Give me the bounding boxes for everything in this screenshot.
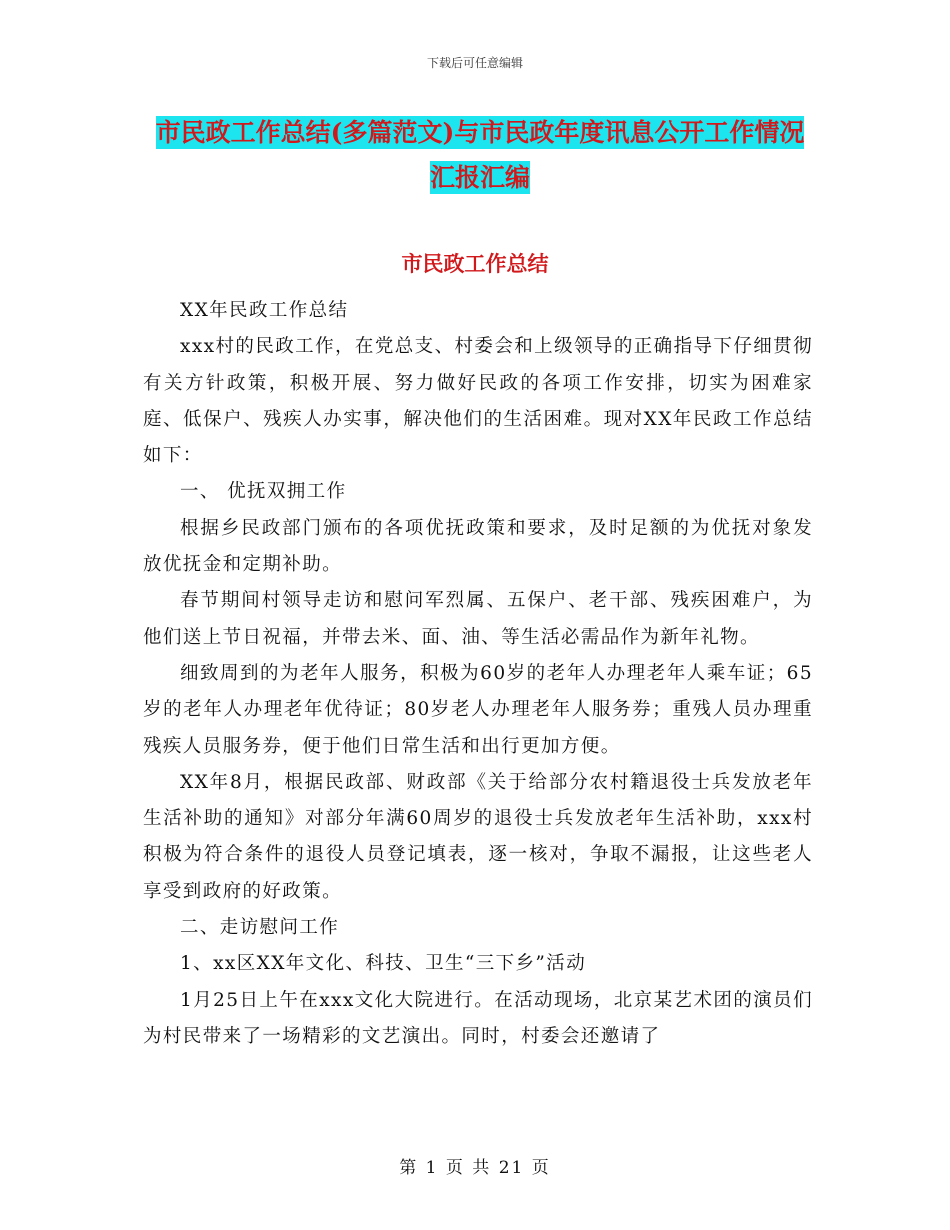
paragraph: 根据乡民政部门颁布的各项优抚政策和要求，及时足额的为优抚对象发放优抚金和定期补助。 bbox=[143, 517, 813, 576]
title-highlight: 市民政工作总结(多篇范文)与市民政年度讯息公开工作情况汇报汇编 bbox=[155, 118, 805, 192]
paragraph: XX年民政工作总结 bbox=[180, 300, 349, 321]
paragraph: 1月25日上午在xxx文化大院进行。在活动现场，北京某艺术团的演员们为村民带来了一场精彩的文艺演出。同时，村委会还邀请了 bbox=[143, 989, 813, 1047]
section-heading: 一、 优抚双拥工作 bbox=[180, 481, 347, 503]
section-heading: 二、走访慰问工作 bbox=[180, 917, 340, 939]
document-body bbox=[143, 293, 813, 1055]
paragraph: 1、xx区XX年文化、科技、卫生“三下乡”活动 bbox=[180, 953, 587, 975]
paragraph: XX年8月，根据民政部、财政部《关于给部分农村籍退役士兵发放老年生活补助的通知》对部分年满60周岁的退役士兵发放老年生活补助，xxx村积极为符合条件的退役人员登记填表，逐一核对，争取不漏报，让这些老人享受到政府的好政策。 bbox=[143, 771, 813, 902]
document-title bbox=[145, 110, 815, 200]
paragraph: 细致周到的为老年人服务，积极为60岁的老年人办理老年人乘车证；65岁的老年人办理老年优待证；80岁老人办理老年人服务券；重残人员办理重残疾人员服务券，便于他们日常生活和出行更加方便。 bbox=[143, 662, 813, 757]
page-header-note: 下载后可任意编辑 bbox=[426, 56, 523, 70]
paragraph: 春节期间村领导走访和慰问军烈属、五保户、老干部、残疾困难户，为他们送上节日祝福，并带去米、面、油、等生活必需品作为新年礼物。 bbox=[143, 590, 813, 648]
section-title: 市民政工作总结 bbox=[401, 251, 549, 276]
page-number: 第 1 页 共 21 页 bbox=[399, 1158, 551, 1178]
paragraph: xxx村的民政工作，在党总支、村委会和上级领导的正确指导下仔细贯彻有关方针政策，积极开展、努力做好民政的各项工作安排，切实为困难家庭、低保户、残疾人办实事，解决他们的生活困难。现对XX年民政工作总结如下： bbox=[143, 336, 813, 467]
